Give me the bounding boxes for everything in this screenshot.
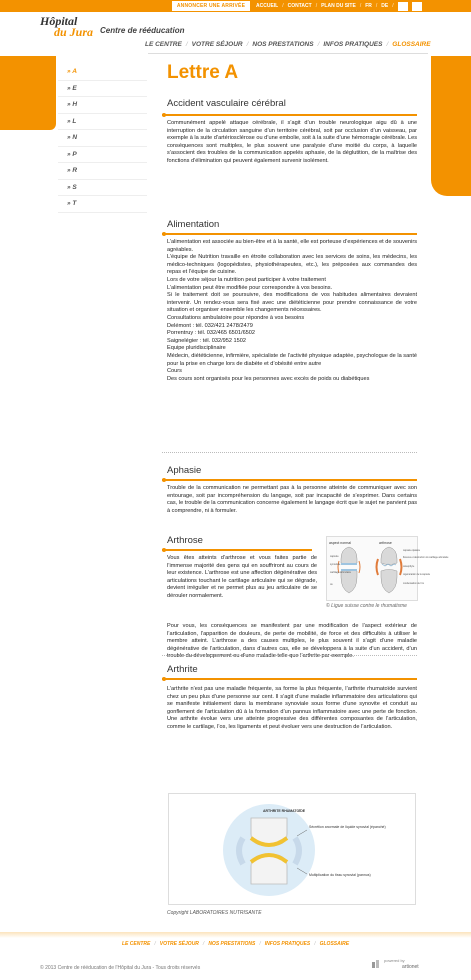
- separator: /: [314, 941, 316, 947]
- diagram-label: Sécrétion anormale de liquide synovial (épanché): [309, 825, 386, 829]
- text-line: Des cours sont organisés pour les personnes avec excès de poids ou diabétiques: [167, 375, 370, 382]
- text-line: L’équipe de Nutrition travaille en étroite collaboration avec les services de soins, les médecins, les médico-techniques (logopédistes, physiothérapeutes, etc.), les préposées aux commandes des repas et l’équipe de cuisine.: [167, 254, 417, 276]
- section-dotted-divider: [162, 655, 417, 656]
- sidebar-item-s[interactable]: » S: [58, 180, 147, 197]
- nav-item-votre-sejour[interactable]: VOTRE SÉJOUR: [191, 41, 243, 48]
- diagram-label: régénération de la capsule: [403, 574, 431, 576]
- sidebar-item-t[interactable]: » T: [58, 196, 147, 213]
- separator: /: [375, 3, 378, 9]
- section-title-arthrose: Arthrose: [167, 535, 203, 546]
- footer-link-infos-pratiques[interactable]: INFOS PRATIQUES: [264, 941, 311, 947]
- arthrose-diagram: [326, 536, 449, 601]
- sidebar-item-label: A: [72, 68, 77, 75]
- font-increase-button[interactable]: T+: [398, 2, 408, 11]
- section-text-alimentation: [167, 239, 417, 383]
- footer-link-nos-prestations[interactable]: NOS PRESTATIONS: [208, 941, 256, 947]
- sidebar-item-e[interactable]: » E: [58, 81, 147, 98]
- nav-divider: [148, 53, 428, 54]
- footer-link-le-centre[interactable]: LE CENTRE: [122, 941, 151, 947]
- sidebar-item-h[interactable]: » H: [58, 97, 147, 114]
- nav-item-glossaire[interactable]: GLOSSAIRE: [392, 41, 431, 48]
- sidebar-item-label: S: [72, 183, 77, 191]
- text-line: Delémont : tél. 032/421 2478/2479: [167, 322, 253, 329]
- top-links: [256, 0, 422, 12]
- separator: /: [246, 41, 249, 48]
- site-logo[interactable]: [40, 14, 185, 39]
- section-divider: [162, 233, 417, 235]
- text-line: Lors de votre séjour la nutrition peut participer à votre traitement: [167, 276, 326, 283]
- arthrite-diagram: [168, 793, 416, 905]
- section-title-arthrite: Arthrite: [167, 664, 198, 675]
- arthrose-illustration: [327, 537, 449, 602]
- section-divider: [162, 549, 312, 551]
- page-title: Lettre A: [167, 62, 239, 83]
- font-decrease-button[interactable]: T-: [412, 2, 422, 11]
- home-link[interactable]: ACCUEIL: [256, 3, 279, 9]
- sidebar-item-a[interactable]: » A: [58, 64, 147, 81]
- footer-nav: [122, 941, 349, 947]
- artionet-logo-icon: [372, 960, 382, 970]
- diagram-label: os: [330, 583, 333, 586]
- copyright-text: © 2013 Centre de rééducation de l'Hôpital du Jura - Tous droits réservés: [40, 965, 201, 971]
- separator: /: [185, 41, 188, 48]
- section-divider: [162, 678, 417, 680]
- diagram-label: fissures et destruction du cartilage articulaire: [403, 557, 449, 559]
- separator: /: [282, 3, 284, 9]
- nav-item-infos-pratiques[interactable]: INFOS PRATIQUES: [323, 41, 383, 48]
- diagram-label: cartilage articulaire: [330, 571, 351, 574]
- separator: /: [259, 941, 261, 947]
- lang-de-link[interactable]: DE: [381, 3, 389, 9]
- diagram-label: condensation de l'os: [403, 583, 424, 585]
- main-nav: [145, 41, 431, 48]
- nav-item-le-centre[interactable]: LE CENTRE: [145, 41, 182, 48]
- diagram-label: synoviale: [330, 563, 341, 566]
- sidebar-item-label: H: [72, 101, 78, 108]
- section-dotted-divider: [162, 452, 417, 453]
- section-title-alimentation: Alimentation: [167, 219, 220, 230]
- text-line: Saignelégier : tél. 032/952 1502: [167, 337, 246, 344]
- contact-link[interactable]: CONTACT: [287, 3, 312, 9]
- sidebar-item-label: L: [72, 117, 77, 125]
- sidebar-item-r[interactable]: » R: [58, 163, 147, 180]
- logo-line2: du Jura: [54, 25, 94, 39]
- sidebar-item-label: R: [72, 167, 78, 174]
- separator: /: [386, 41, 389, 48]
- section-text-avc: Communément appelé attaque cérébrale, il s’agit d’un trouble neurologique aigu dû à une interruption de la circulation sanguine d’un territoire cérébral, soit par occlusion d’un vaisseau, par exemple à la suite d’artériosclérose ou d’une embolie, soit à la suite d’une hémorragie cérébrale. Les conséquences sont multiples, le plus souvent une paralysie d’une moitié du corps, à laquelle s’associent des troubles de la communication appelés aphasie, de la déglutition, de la maîtrise des fonctions d’élimination qui peuvent également survenir isolément.: [167, 120, 417, 164]
- logo-line1: Hôpital: [40, 14, 78, 28]
- footer-link-votre-sejour[interactable]: VOTRE SÉJOUR: [159, 941, 199, 947]
- sidebar-item-l[interactable]: » L: [58, 114, 147, 131]
- top-bar: [0, 0, 471, 12]
- powered-by-brand: artionet: [402, 964, 419, 970]
- section-divider: [162, 479, 417, 481]
- text-line: L’alimentation est associée au bien-être et à la santé, elle est porteuse d’expériences et de souvenirs agréables.: [167, 239, 418, 253]
- footer-link-glossaire[interactable]: GLOSSAIRE: [319, 941, 350, 947]
- decor-left-block: [0, 56, 56, 130]
- sidebar-item-label: E: [72, 84, 77, 92]
- sidebar-item-label: T: [72, 200, 77, 207]
- separator: /: [202, 941, 205, 947]
- separator: /: [315, 3, 318, 9]
- logo-subtitle: Centre de rééducation: [100, 26, 185, 35]
- text-line: Médecin, diététicienne, infirmière, spécialiste de l’activité physique adaptée, psychologue de la santé pour la prise en charge lors de diabète et d’obésité entre autre: [167, 352, 417, 367]
- section-text-arthrose-wide: Pour vous, les conséquences se manifestent par une modification de l’aspect extérieur de l’articulation, l’apparition de douleurs, de perte de mobilité, de force et des difficultés à utiliser le membre atteint. L’arthrose a des causes multiples, le plus souvent il s’agit d’une maladie dégénérative de l’articulation, dans d’autres cas, elle se développera à la suite d’un accident, d’un trouble du développement ou d’une maladie telle que l’arthrite par exemple.: [167, 623, 417, 660]
- diagram-title: ARTHRITE RHUMATOÏDE: [263, 809, 306, 813]
- separator: /: [359, 3, 362, 9]
- arthrite-illustration: [169, 794, 417, 906]
- separator: /: [317, 41, 320, 48]
- text-line: Cours: [167, 368, 182, 375]
- separator: /: [154, 941, 156, 947]
- diagram-label: aspect normal: [329, 541, 351, 545]
- section-title-avc: Accident vasculaire cérébral: [167, 98, 286, 109]
- diagram-label: ostéophyte: [403, 566, 415, 568]
- section-divider: [162, 114, 417, 116]
- text-line: Si le traitement doit se poursuivre, des modifications de vos habitudes alimentaires devraient intervenir. Un rendez-vous sera fixé avec une diététicienne pour prendre connaissance de votre situation et organiser ensemble les changements nécessaires.: [167, 292, 417, 314]
- decor-right-block: [431, 56, 471, 196]
- arthrose-image-caption: © Ligue suisse contre le rhumatisme: [326, 603, 407, 609]
- text-line: Consultations ambulatoire pour répondre à vos besoins: [167, 314, 305, 321]
- letter-sidebar: [58, 64, 147, 213]
- lang-fr-link[interactable]: FR: [365, 3, 372, 9]
- diagram-label: Multiplication du tissu synovial (pannus): [309, 873, 371, 877]
- announce-arrival-button[interactable]: ANNONCER UNE ARRIVÉE: [172, 1, 250, 11]
- powered-by-label: powered by: [384, 958, 405, 963]
- sidebar-item-p[interactable]: » P: [58, 147, 147, 164]
- powered-by-logo[interactable]: [372, 958, 432, 972]
- sitemap-link[interactable]: PLAN DU SITE: [321, 3, 356, 9]
- sidebar-item-label: P: [72, 150, 77, 158]
- text-line: L’alimentation peut être modifiée pour correspondre à vos besoins.: [167, 284, 333, 291]
- section-text-arthrose-narrow: Vous êtes atteints d’arthrose et vous faites partie de l’immense majorité des gens qui en souffriront au cours de leur existence. L’arthrose est une affection dégénérative des articulations touchant le cartilage articulaire qui se dégrade, devient irrégulier et ne permet plus au jeu articulaire de se dérouler normalement.: [167, 555, 317, 599]
- diagram-label: arthrose: [379, 541, 392, 545]
- separator: /: [392, 3, 394, 9]
- diagram-label: capsule: [330, 555, 339, 558]
- section-text-arthrite: L’arthrite n’est pas une maladie fréquente, sa forme la plus fréquente, l’arthrite rhumatoïde survient chez un peu plus d’une personne sur cent. Il s’agit d’une maladie inflammatoire des articulations qui se manifeste initialement dans la membrane synoviale sous forme d’une synovite et conduit au gonflement de l’articulation dû à la formation d’un pannus inflammatoire avec une perte de fonction. Une arthrite évolue vers une atteinte progressive des différentes composantes de l’articulation, comme le cartilage, l’os, les ligaments et peut évoluer vers une destruction de l’articulation.: [167, 686, 417, 730]
- text-line: Porrentruy : tél. 032/465 6501/6502: [167, 330, 256, 337]
- sidebar-item-label: N: [72, 134, 78, 141]
- section-title-aphasie: Aphasie: [167, 465, 202, 476]
- diagram-label: capsule épaissie: [403, 550, 420, 552]
- nav-item-nos-prestations[interactable]: NOS PRESTATIONS: [252, 41, 314, 48]
- arthrite-image-caption: Copyright LABORATOIRES NUTRISANTE: [167, 910, 262, 916]
- footer-bar: [0, 932, 471, 938]
- main-content: [167, 60, 417, 84]
- sidebar-item-n[interactable]: » N: [58, 130, 147, 147]
- section-text-aphasie: Trouble de la communication ne permettant pas à la personne atteinte de communiquer avec son entourage, soit par incompréhension du langage, soit par incapacité de s’exprimer. Dans certains cas, le trouble de la communication concerne également le langage écrit que le sujet ne parvient pas à comprendre, ni à formuler.: [167, 485, 417, 514]
- text-line: Equipe pluridisciplinaire: [167, 345, 226, 352]
